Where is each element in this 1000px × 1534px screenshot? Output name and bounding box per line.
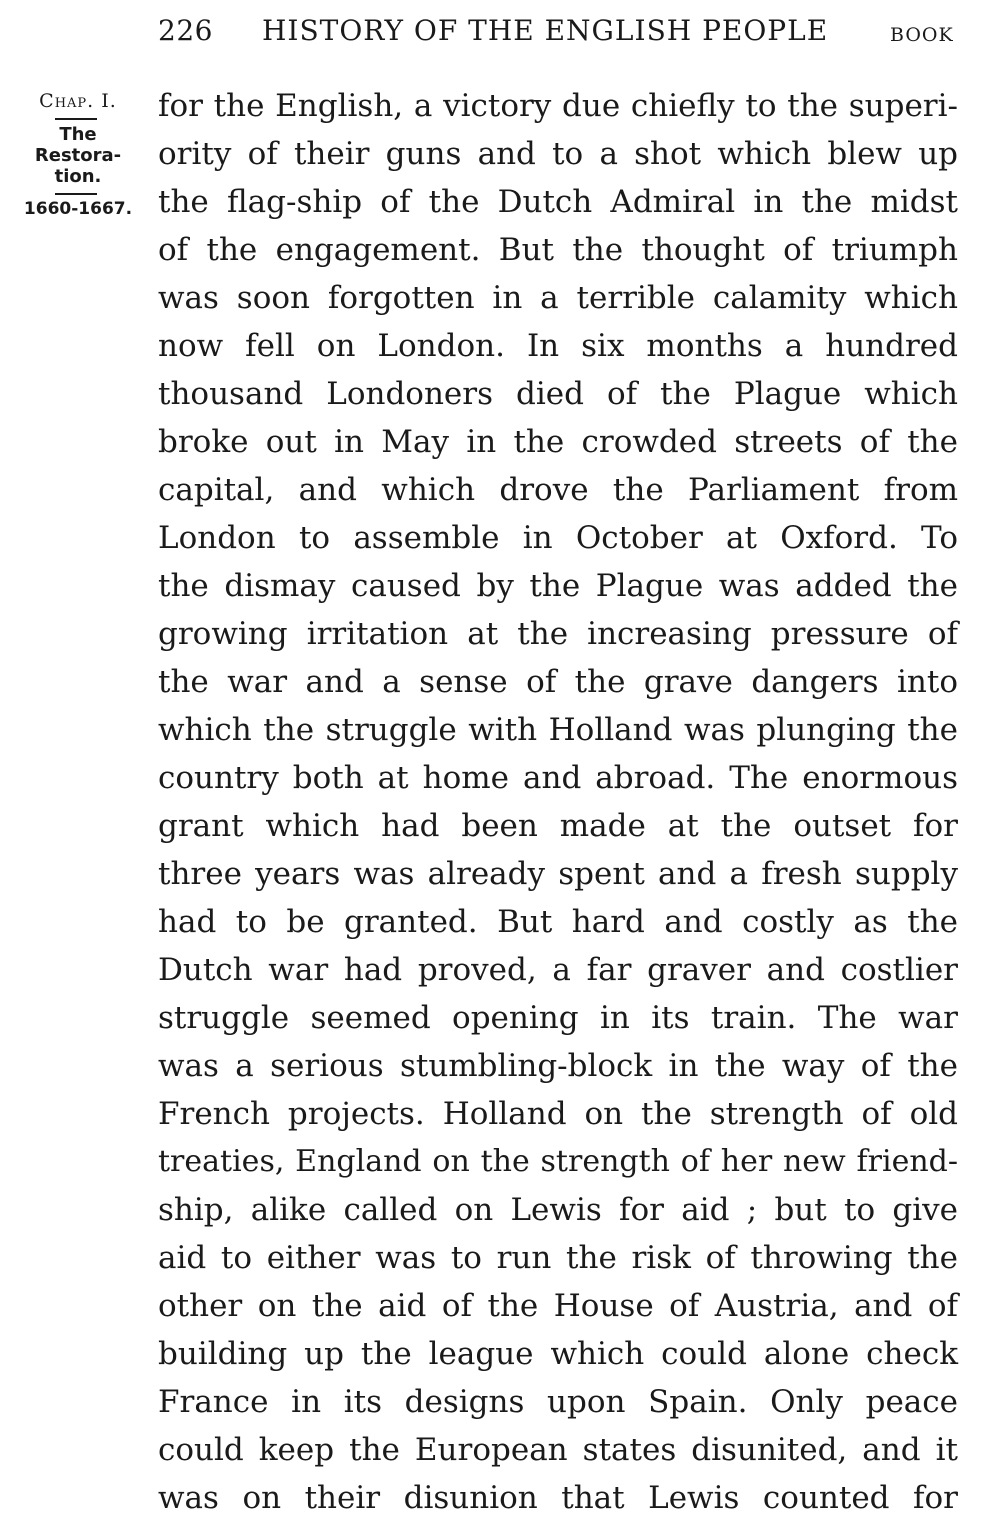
- sidenote-rule: [55, 193, 97, 195]
- text-line: the war and a sense of the grave dangers into: [158, 664, 958, 700]
- text-line: Dutch war had proved, a far graver and costlier: [158, 952, 958, 988]
- text-line: was a serious stumbling-block in the way of the: [158, 1048, 958, 1084]
- text-line: struggle seemed opening in its train. The war: [158, 1000, 958, 1036]
- text-line: the dismay caused by the Plague was added the: [158, 568, 958, 604]
- sidenote-dates: 1660-1667.: [23, 199, 133, 219]
- sidenote-title: [18, 124, 138, 187]
- sidenote-title-line: The: [59, 124, 97, 145]
- text-line: could keep the European states disunited, and it: [158, 1432, 958, 1468]
- text-line: had to be granted. But hard and costly as the: [158, 904, 958, 940]
- text-line: growing irritation at the increasing pressure of: [158, 616, 958, 652]
- text-line: ority of their guns and to a shot which blew up: [158, 136, 958, 172]
- text-line: the flag-ship of the Dutch Admiral in the midst: [158, 184, 958, 220]
- text-line: country both at home and abroad. The enormous: [158, 760, 958, 796]
- text-line: which the struggle with Holland was plunging the: [158, 712, 958, 748]
- text-line: ship, alike called on Lewis for aid ; but to give: [158, 1192, 958, 1228]
- text-line: treaties, England on the strength of her new friend-: [158, 1144, 958, 1179]
- text-line: London to assemble in October at Oxford. To: [158, 520, 958, 556]
- sidenote-title-line: tion.: [54, 166, 102, 187]
- text-line: building up the league which could alone check: [158, 1336, 958, 1372]
- running-title: HISTORY OF THE ENGLISH PEOPLE: [262, 14, 829, 47]
- page-number: 226: [158, 14, 213, 47]
- sidenote-title-line: Restora-: [34, 145, 122, 166]
- text-line: three years was already spent and a fresh supply: [158, 856, 958, 892]
- text-line: was on their disunion that Lewis counted for: [158, 1480, 958, 1516]
- text-line: broke out in May in the crowded streets of the: [158, 424, 958, 460]
- running-head: [0, 12, 1000, 52]
- sidenote-chapter: Chap. I.: [39, 90, 117, 112]
- text-line: capital, and which drove the Parliament from: [158, 472, 958, 508]
- margin-sidenote: [14, 90, 138, 219]
- text-line: now fell on London. In six months a hundred: [158, 328, 958, 364]
- text-line: other on the aid of the House of Austria, and of: [158, 1288, 958, 1324]
- text-line: French projects. Holland on the strength of old: [158, 1096, 958, 1132]
- body-text: [158, 82, 958, 1522]
- sidenote-rule: [55, 118, 97, 120]
- text-line: France in its designs upon Spain. Only peace: [158, 1384, 958, 1420]
- text-line: of the engagement. But the thought of triumph: [158, 232, 958, 268]
- running-book-label: BOOK: [890, 24, 954, 46]
- text-line: thousand Londoners died of the Plague which: [158, 376, 958, 412]
- text-line: grant which had been made at the outset for: [158, 808, 958, 844]
- text-line: aid to either was to run the risk of throwing the: [158, 1240, 958, 1276]
- text-line: for the English, a victory due chiefly to the superi-: [158, 88, 958, 124]
- text-line: was soon forgotten in a terrible calamity which: [158, 280, 958, 316]
